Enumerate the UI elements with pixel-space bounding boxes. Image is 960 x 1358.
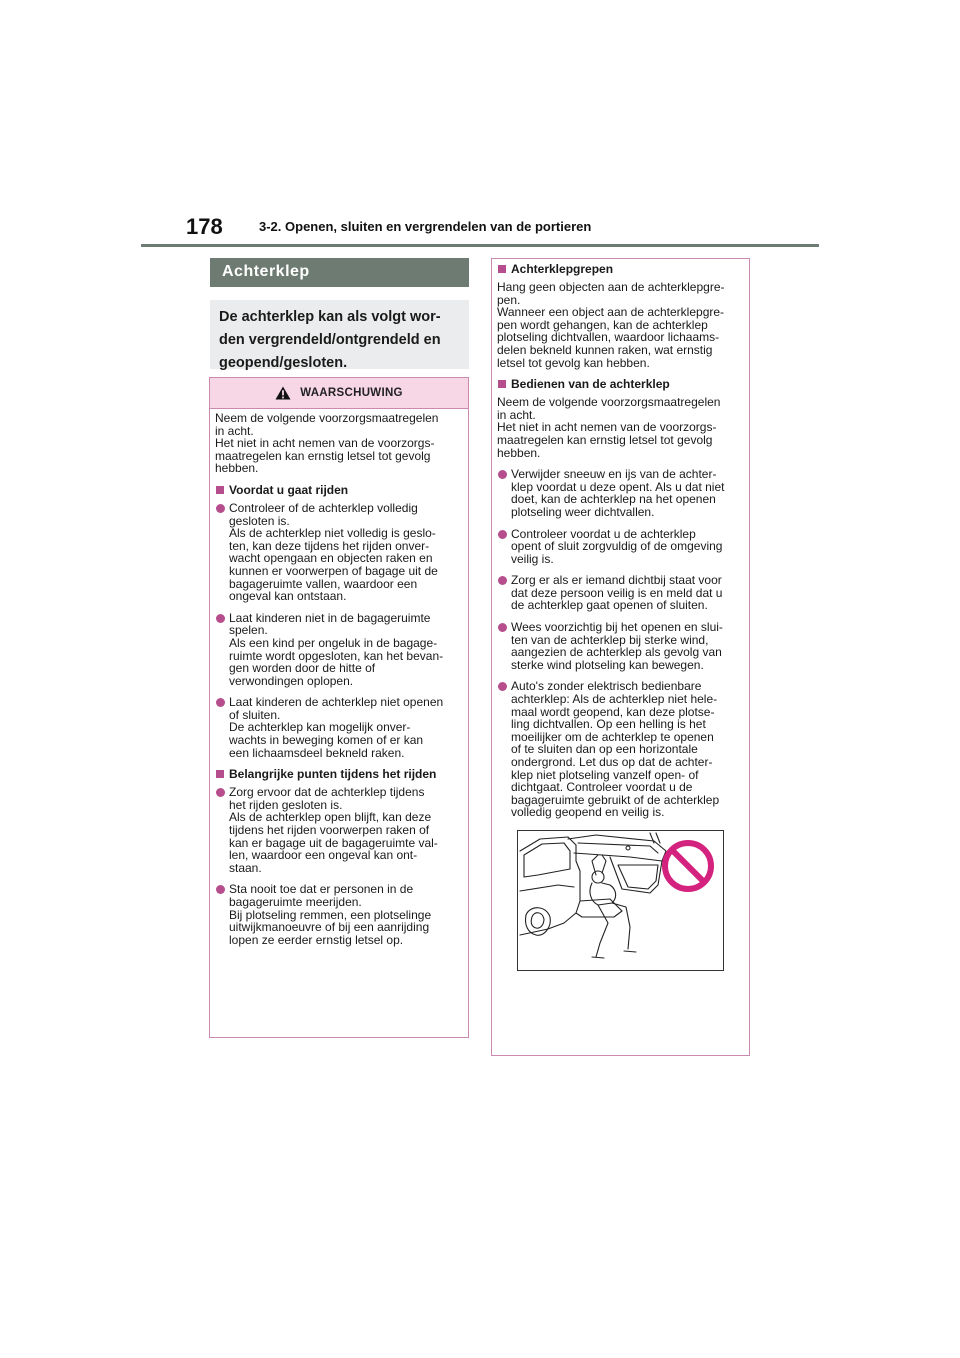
- round-bullet-icon: [216, 504, 225, 513]
- list-item: Verwijder sneeuw en ijs van de achter- klep voordat u deze opent. Als u dat niet doet, kan de achterklep na het openen plotseling weer dichtvallen.: [497, 468, 743, 518]
- round-bullet-icon: [216, 614, 225, 623]
- list-item: Auto's zonder elektrisch bedienbare achterklep: Als de achterklep niet hele- maal wordt geopend, kan deze plotse- ling dichtvallen. Op een helling is het moeilijker om de achterklep te openen of te sluiten dan op een horizontale ondergrond. Let dus op dat de achter- klep niet plotseling vanzelf open- of dichtgaat. Controleer voordat u de bagageruimte gebruikt of de achterklep volledig geopend en veilig is.: [497, 680, 743, 819]
- round-bullet-icon: [498, 470, 507, 479]
- list-item: Controleer of de achterklep volledig gesloten is. Als de achterklep niet volledig is geslo- ten, kan deze tijdens het rijden onver- wacht opengaan en objecten raken en kunnen er voorwerpen of bagage uit de bagageruimte vallen, waardoor een ongeval kan ontstaan.: [215, 502, 462, 603]
- warning-label: WAARSCHUWING: [300, 387, 403, 399]
- chapter-title: 3-2. Openen, sluiten en vergrendelen van de portieren: [259, 219, 592, 234]
- paragraph: Neem de volgende voorzorgsmaatregelen in acht. Het niet in acht nemen van de voorzorgs- maatregelen kan ernstig letsel tot gevolg hebben.: [497, 395, 721, 460]
- subheading: Voordat u gaat rijden: [215, 484, 462, 497]
- round-bullet-icon: [498, 682, 507, 691]
- section-intro: De achterklep kan als volgt wor- den vergrendeld/ontgrendeld en geopend/gesloten.: [210, 300, 469, 369]
- list-item: Zorg ervoor dat de achterklep tijdens het rijden gesloten is. Als de achterklep open blijft, kan deze tijdens het rijden voorwerpen raken of kan er bagage uit de bagageruimte val- len, waardoor een ongeval kan ont- staan.: [215, 786, 462, 874]
- round-bullet-icon: [498, 576, 507, 585]
- section-title: Achterklep: [210, 258, 469, 287]
- warning-triangle-icon: [275, 386, 291, 400]
- list-item: Wees voorzichtig bij het openen en slui- ten van de achterklep bij sterke wind, aangezien de achterklep als gevolg van sterke wind plotseling kan bewegen.: [497, 621, 743, 671]
- warning-intro: Neem de volgende voorzorgsmaatregelen in acht. Het niet in acht nemen van de voorzorgs- maatregelen kan ernstig letsel tot gevolg hebben.: [215, 411, 439, 476]
- subheading: Belangrijke punten tijdens het rijden: [215, 768, 462, 781]
- subheading: Bedienen van de achterklep: [497, 378, 743, 391]
- square-bullet-icon: [498, 380, 506, 388]
- square-bullet-icon: [216, 770, 224, 778]
- prohibited-sign-icon: [665, 843, 711, 889]
- round-bullet-icon: [216, 788, 225, 797]
- warning-header: [210, 378, 468, 409]
- subheading: Achterklepgrepen: [497, 263, 743, 276]
- square-bullet-icon: [498, 265, 506, 273]
- warning-box-right: [491, 258, 750, 1056]
- square-bullet-icon: [216, 486, 224, 494]
- list-item: Zorg er als er iemand dichtbij staat voor dat deze persoon veilig is en meld dat u de achterklep gaat openen of sluiten.: [497, 574, 743, 612]
- paragraph: Hang geen objecten aan de achterklepgre- pen. Wanneer een object aan de achterklepgre- pen wordt gehangen, kan de achterklep plotseling dichtvallen, waardoor lichaams- delen bekneld kunnen raken, wat ernstig letsel tot gevolg kan hebben.: [497, 280, 725, 370]
- round-bullet-icon: [216, 698, 225, 707]
- round-bullet-icon: [498, 530, 507, 539]
- warning-box-left: [209, 377, 469, 1038]
- list-item: Controleer voordat u de achterklep opent of sluit zorgvuldig of de omgeving veilig is.: [497, 528, 743, 566]
- list-item: Sta nooit toe dat er personen in de bagageruimte meerijden. Bij plotseling remmen, een plotselinge uitwijkmanoeuvre of bij een aanrijding lopen ze eerder ernstig letsel op.: [215, 883, 462, 946]
- person-hanging-on-tailgate-illustration: [517, 830, 724, 971]
- round-bullet-icon: [498, 623, 507, 632]
- list-item: Laat kinderen niet in de bagageruimte spelen. Als een kind per ongeluk in de bagage- ruimte wordt opgesloten, kan het bevan- gen worden door de hitte of verwondingen oplopen.: [215, 612, 462, 688]
- list-item: Laat kinderen de achterklep niet openen of sluiten. De achterklep kan mogelijk onver- wachts in beweging komen of er kan een lichaamsdeel bekneld raken.: [215, 696, 462, 759]
- round-bullet-icon: [216, 885, 225, 894]
- header-rule: [141, 244, 819, 247]
- illustration-drawing: [518, 831, 723, 970]
- page-number: 178: [186, 214, 223, 239]
